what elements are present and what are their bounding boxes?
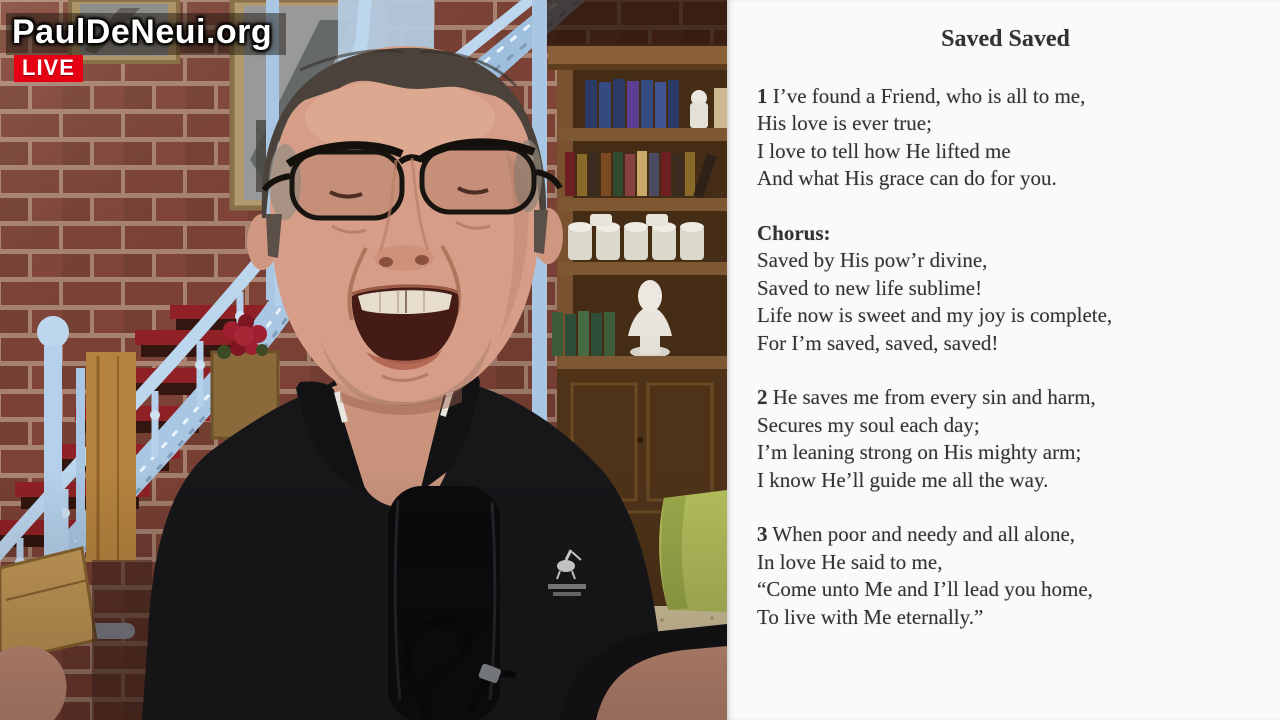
lyric-line: Saved by His pow’r divine, bbox=[757, 248, 988, 272]
lyric-line: And what His grace can do for you. bbox=[757, 166, 1057, 190]
lyric-line: Saved to new life sublime! bbox=[757, 275, 983, 300]
chorus-label: Chorus: bbox=[757, 220, 831, 245]
lyric-text: I’ve found a Friend, who is all to me, bbox=[772, 83, 1086, 108]
verse-number: 3 bbox=[757, 522, 768, 546]
lyric-line bbox=[757, 384, 1254, 412]
lyric-line: I’m leaning strong on His mighty arm; bbox=[757, 440, 1082, 464]
lyric-line: Secures my soul each day; bbox=[757, 412, 980, 437]
lyric-line bbox=[757, 83, 1254, 111]
lyric-line: In love He said to me, bbox=[757, 549, 943, 574]
lyric-line: I love to tell how He lifted me bbox=[757, 138, 1011, 163]
chorus bbox=[757, 220, 1254, 358]
verse-number: 1 bbox=[757, 83, 768, 108]
lyric-line: For I’m saved, saved, saved! bbox=[757, 330, 999, 355]
channel-watermark: PaulDeNeui.org bbox=[6, 13, 286, 55]
lyric-line: His love is ever true; bbox=[757, 111, 932, 135]
verse-1 bbox=[757, 83, 1254, 193]
hymn-title: Saved Saved bbox=[941, 26, 1070, 52]
verse-number: 2 bbox=[757, 385, 768, 409]
lyric-line: Life now is sweet and my joy is complete, bbox=[757, 303, 1113, 327]
verse-2 bbox=[757, 384, 1254, 494]
lyric-text: He saves me from every sin and harm, bbox=[772, 385, 1096, 409]
lyric-text: When poor and needy and all alone, bbox=[772, 522, 1076, 546]
lyric-line: To live with Me eternally.” bbox=[757, 604, 984, 629]
live-badge: LIVE bbox=[14, 55, 83, 82]
lyric-line: I know He’ll guide me all the way. bbox=[757, 467, 1049, 492]
hymn-sheet bbox=[727, 0, 1280, 631]
lyrics-panel bbox=[727, 0, 1280, 720]
verse-3 bbox=[757, 521, 1254, 631]
lyric-line bbox=[757, 521, 1254, 549]
lyric-line: “Come unto Me and I’ll lead you home, bbox=[757, 577, 1093, 601]
